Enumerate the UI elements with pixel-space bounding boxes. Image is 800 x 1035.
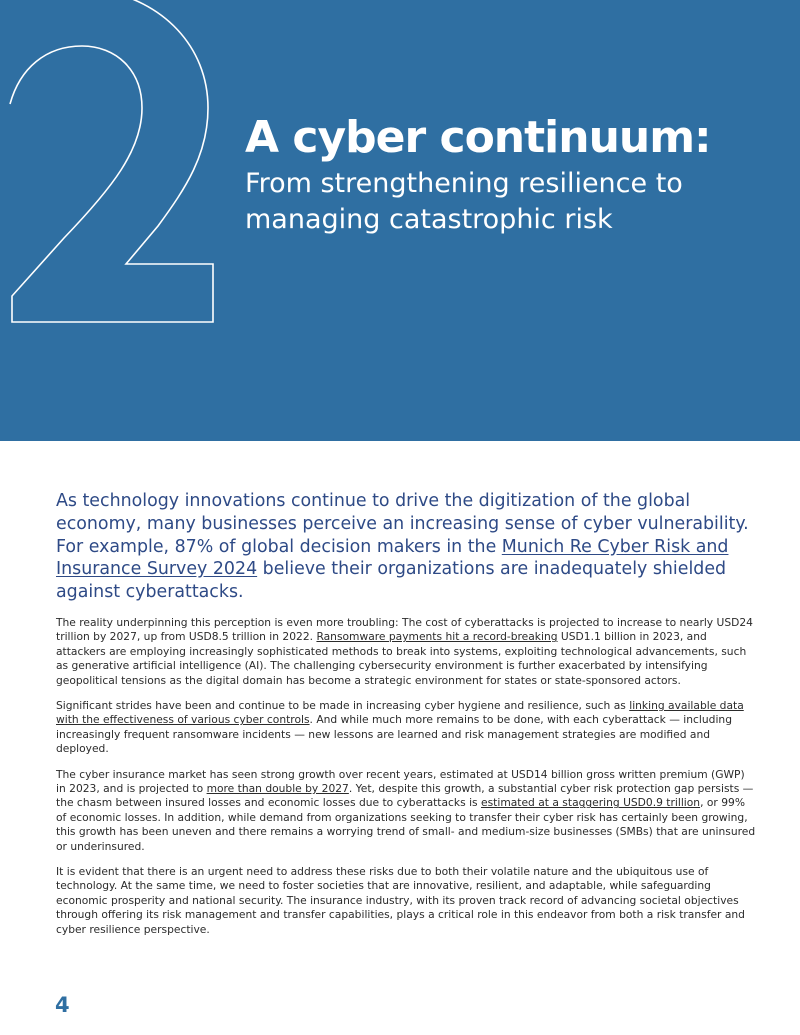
protection-gap-link[interactable]: estimated at a staggering USD0.9 trillion <box>481 796 701 810</box>
article-body <box>56 490 756 948</box>
survey-link[interactable]: Munich Re Cyber Risk and Insurance Survey 2024 <box>56 536 729 580</box>
chapter-hero <box>0 0 800 441</box>
lead-paragraph <box>56 490 756 604</box>
paragraph-cost-of-cyberattacks <box>56 616 756 688</box>
lead-text-after: believe their organizations are inadequately shielded against cyberattacks. <box>56 559 727 603</box>
chapter-title: A cyber continuum: <box>245 112 711 163</box>
chapter-subtitle: From strengthening resilience to managing catastrophic risk <box>245 168 683 235</box>
paragraph-text: . Yet, despite this growth, a substantial cyber risk protection gap persists — the chasm between insured losses and economic losses due to cyberattacks is <box>56 782 754 810</box>
paragraph-text: Significant strides have been and continue to be made in increasing cyber hygiene and resilience, such as <box>56 699 630 713</box>
outlined-number-2-icon <box>0 0 240 340</box>
paragraph-urgent-need: It is evident that there is an urgent need to address these risks due to both their volatile nature and the ubiquitous use of technology. At the same time, we need to foster societies that are innovative, resilient, and adaptable, while safeguarding economic prosperity and national security. The insurance industry, with its proven track record of advancing societal objectives through offering its risk management and transfer capabilities, plays a critical role in this endeavor from both a risk transfer and cyber resilience perspective. <box>56 865 745 936</box>
ransomware-payments-link[interactable]: Ransomware payments hit a record-breaking <box>316 630 558 644</box>
paragraph-insurance-market <box>56 768 756 854</box>
paragraph-text: The reality underpinning this perception is even more troubling: The cost of cyberattacks is projected to increase to nearly USD24 trillion by 2027, up from USD8.5 trillion in 2022. <box>56 615 753 644</box>
cyber-controls-link[interactable]: linking available data with the effectiveness of various cyber controls <box>56 699 744 727</box>
paragraph-text: The cyber insurance market has seen strong growth over recent years, estimated at USD14 billion gross written premium (GWP) in 2023, and is projected to <box>56 767 745 796</box>
paragraph-text: . And while much more remains to be done, with each cyberattack — including increasingly frequent ransomware incidents — new lessons are learned and risk management strategies are modified and deployed. <box>56 713 732 756</box>
paragraph-text: , or 99% of economic losses. In addition, while demand from organizations seeking to transfer their cyber risk has certainly been growing, this growth has been uneven and there remains a worrying trend of small- and medium-size businesses (SMBs) that are uninsured or underinsured. <box>56 796 756 853</box>
lead-text-before: As technology innovations continue to drive the digitization of the global economy, many businesses perceive an increasing sense of cyber vulnerability. For example, 87% of global decision makers in the <box>56 491 749 557</box>
double-by-2027-link[interactable]: more than double by 2027 <box>206 782 349 796</box>
paragraph-cyber-hygiene <box>56 699 756 757</box>
paragraph-text: USD1.1 billion in 2023, and attackers are employing increasingly sophisticated methods to break into systems, exploiting technological advancements, such as generative artificial intelligence (AI). The challenging cybersecurity environment is further exacerbated by intensifying geopolitical tensions as the digital domain has become a strategic environment for states or state-sponsored actors. <box>56 630 747 687</box>
page-number: 4 <box>55 993 70 1017</box>
